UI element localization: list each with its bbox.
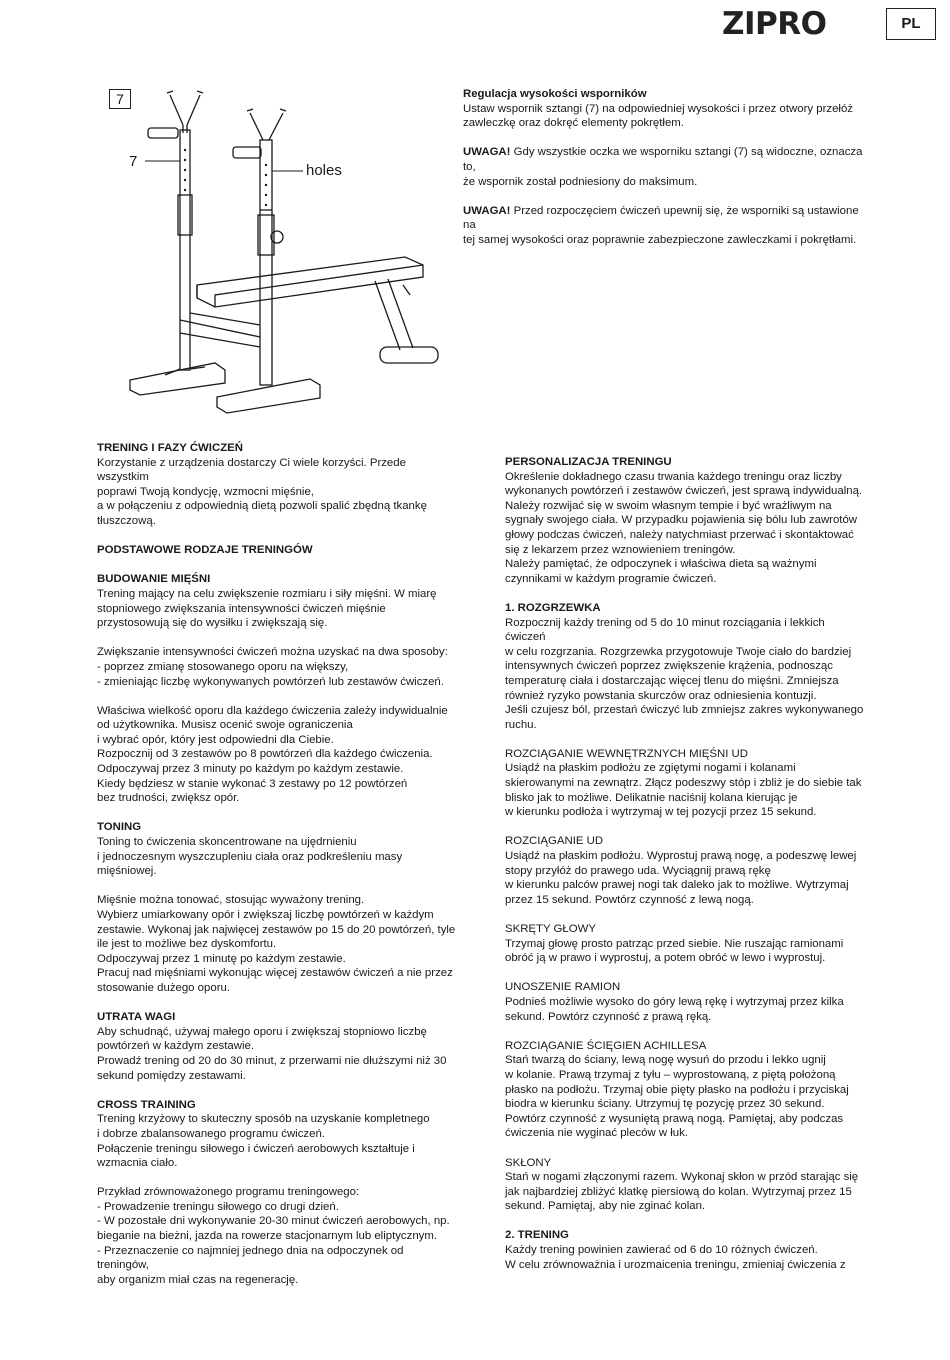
warning-text: Przed rozpoczęciem ćwiczeń upewnij się, że wsporniki są ustawione na tej samej wysokości oraz poprawnie zabezpieczone zawleczkami i pokrętłami. bbox=[463, 204, 859, 246]
left-column bbox=[97, 441, 457, 1287]
brand-logo: ZIPRO bbox=[722, 6, 827, 42]
section-heading: TONING bbox=[97, 821, 142, 834]
paragraph: Każdy trening powinien zawierać od 6 do 10 różnych ćwiczeń. W celu zrównoważnia i urozmaicenia treningu, zmieniaj ćwiczenia z bbox=[505, 1244, 846, 1271]
paragraph: Stań twarzą do ściany, lewą nogę wysuń do przodu i lekko ugnij w kolanie. Prawą trzymaj z tyłu – wyprostowaną, z piętą położoną płasko na podłożu. Trzymaj obie pięty płasko na podłożu i przyciskaj biodra w kierunku ściany. Utrzymuj tę pozycję przez 30 sekund. Powtórz czynność z wysuniętą prawą nogą. Pamiętaj, aby podczas ćwiczenia nie wyginać pleców w łuk. bbox=[505, 1054, 849, 1140]
section-heading: Regulacja wysokości wsporników bbox=[463, 88, 647, 100]
paragraph: Toning to ćwiczenia skoncentrowane na ujędrnieniu i jednoczesnym wyszczupleniu ciała oraz podkreśleniu masy mięśniowej. bbox=[97, 836, 403, 878]
right-column bbox=[505, 455, 865, 1272]
paragraph: Mięśnie można tonować, stosując wyważony trening. Wybierz umiarkowany opór i zwiększaj liczbę powtórzeń w każdym zestawie. Wykonaj jak najwięcej zestawów po 15 do 20 powtórzeń, tyle ile jest to możliwe bez dyskomfortu. Odpoczywaj przez 1 minutę po każdym zestawie. Pracuj nad mięśniami wykonując więcej zestawów ćwiczeń a nie przez stosowanie dużego oporu. bbox=[97, 894, 456, 994]
section-heading: 2. TRENING bbox=[505, 1229, 569, 1242]
paragraph: Usiądź na płaskim podłożu. Wyprostuj prawą nogę, a podeszwę lewej stopy przyłóż do prawego uda. Wyciągnij prawą rękę w kierunku palców prawej nogi tak daleko jak to możliwe. Wytrzymaj przez 15 sekund. Powtórz czynność z lewą nogą. bbox=[505, 850, 857, 906]
section-heading: CROSS TRAINING bbox=[97, 1098, 196, 1111]
section-heading: 1. ROZGRZEWKA bbox=[505, 601, 601, 614]
paragraph: Korzystanie z urządzenia dostarczy Ci wiele korzyści. Przede wszystkim poprawi Twoją kondycję, wzmocni mięśnie, a w połączeniu z odpowiednią dietą pozwoli spalić zbędną tkankę tłuszczową. bbox=[97, 456, 427, 527]
paragraph: Przykład zrównoważonego programu treningowego: - Prowadzenie treningu siłowego co drugi dzień. - W pozostałe dni wykonywanie 20-30 minut ćwiczeń aerobowych, np. bieganie na bieżni, jazda na rowerze stacjonarnym lub eliptycznym. - Przeznaczenie co najmniej jednego dnia na odpoczynek od treningów, aby organizm miał czas na regenerację. bbox=[97, 1186, 450, 1286]
subheading: SKRĘTY GŁOWY bbox=[505, 923, 596, 935]
warning-label: UWAGA! bbox=[463, 204, 511, 217]
bench-illustration bbox=[105, 85, 450, 420]
paragraph: Zwiększanie intensywności ćwiczeń można uzyskać na dwa sposoby: - poprzez zmianę stosowanego oporu na większy, - zmieniając liczbę wykonywanych powtórzeń lub zestawów ćwiczeń. bbox=[97, 646, 448, 688]
section-heading: BUDOWANIE MIĘŚNI bbox=[97, 573, 211, 586]
paragraph: Stań w nogami złączonymi razem. Wykonaj skłon w przód starając się jak najbardziej zbliżyć klatkę piersiową do kolan. Wytrzymaj przez 15 sekund. Pamiętaj, aby nie zginać kolan. bbox=[505, 1171, 859, 1213]
section-heading: UTRATA WAGI bbox=[97, 1011, 176, 1024]
section-heading: PODSTAWOWE RODZAJE TRENINGÓW bbox=[97, 544, 313, 557]
paragraph: Usiądź na płaskim podłożu ze zgiętymi nogami i kolanami skierowanymi na zewnątrz. Złącz podeszwy stóp i zbliż je do siebie tak blisko jak to możliwe. Delikatnie naciśnij kolana kierując je w kierunku podłoża i wytrzymaj w tej pozycji przez 15 sekund. bbox=[505, 762, 862, 819]
height-adjustment-section bbox=[463, 87, 863, 248]
paragraph: Aby schudnąć, używaj małego oporu i zwiększaj stopniowo liczbę powtórzeń w każdym zestawie. Prowadź trening od 20 do 30 minut, z przerwami nie dłuższymi niż 30 sekund pomiędzy zestawami. bbox=[97, 1025, 447, 1082]
paragraph: Podnieś możliwie wysoko do góry lewą rękę i wytrzymaj przez kilka sekund. Powtórz czynność z prawą ręką. bbox=[505, 995, 844, 1023]
section-heading: PERSONALIZACJA TRENINGU bbox=[505, 456, 672, 468]
paragraph: Rozpocznij każdy trening od 5 do 10 minut rozciągania i lekkich ćwiczeń w celu rozgrzania. Rozgrzewka przygotowuje Twoje ciało do bardziej intensywnych ćwiczeń poprzez zwiększenie krążenia, podnosząc temperaturę ciała i dostarczając więcej tlenu do mięśni. Zmniejsza również ryzyko powstania skurczów oraz odniesienia kontuzji. Jeśli czujesz ból, przestań ćwiczyć lub zmniejsz zakres wykonywanego ruchu. bbox=[505, 616, 864, 731]
warning-text: Gdy wszystkie oczka we wsporniku sztangi (7) są widoczne, oznacza to, że wspornik został podniesiony do maksimum. bbox=[463, 146, 863, 188]
subheading: SKŁONY bbox=[505, 1156, 552, 1169]
paragraph: Właściwa wielkość oporu dla każdego ćwiczenia zależy indywidualnie od użytkownika. Musisz ocenić swoje ograniczenia i wybrać opór, który jest odpowiedni dla Ciebie. Rozpocznij od 3 zestawów po 8 powtórzeń dla każdego ćwiczenia. Odpoczywaj przez 3 minuty po każdym po każdym zestawie. Kiedy będziesz w stanie wykonać 3 zestawy po 12 powtórzeń bez trudności, zwiększ opór. bbox=[97, 704, 448, 805]
subheading: ROZCIĄGANIE WEWNĘTRZNYCH MIĘŚNI UD bbox=[505, 747, 749, 760]
warning-note bbox=[463, 145, 863, 189]
paragraph: Określenie dokładnego czasu trwania każdego treningu oraz liczby wykonanych powtórzeń i zestawów ćwiczeń, jest sprawą indywidualną. Należy rozwijać się w swoim własnym tempie i być wrażliwym na sygnały swojego ciała. W przypadku pojawienia się bólu lub zawrotów głowy podczas ćwiczeń, należy natychmiast przerwać i skontaktować się z lekarzem przez wznowieniem treningów. Należy pamiętać, że odpoczynek i właściwa dieta są ważnymi czynnikami w każdym programie ćwiczeń. bbox=[505, 470, 863, 585]
section-heading: TRENING I FAZY ĆWICZEŃ bbox=[97, 442, 243, 454]
figure-number: 7 bbox=[109, 89, 131, 109]
language-badge: PL bbox=[886, 8, 936, 40]
paragraph: Trzymaj głowę prosto patrząc przed siebie. Nie ruszając ramionami obróć ją w prawo i wyprostuj, a potem obróć w lewo i wyprostuj. bbox=[505, 937, 844, 965]
callout-holes-label: holes bbox=[306, 162, 342, 179]
paragraph: Trening mający na celu zwiększenie rozmiaru i siły mięśni. W miarę stopniowego zwiększania intensywności ćwiczeń mięśnie przystosowują się do wysiłku i zwiększają się. bbox=[97, 587, 437, 630]
subheading: ROZCIĄGANIE ŚCIĘGIEN ACHILLESA bbox=[505, 1039, 707, 1052]
warning-label: UWAGA! bbox=[463, 146, 511, 159]
subheading: UNOSZENIE RAMION bbox=[505, 981, 621, 994]
paragraph: Trening krzyżowy to skuteczny sposób na uzyskanie kompletnego i dobrze zbalansowanego programu ćwiczeń. Połączenie treningu siłowego i ćwiczeń aerobowych kształtuje i wzmacnia ciało. bbox=[97, 1113, 430, 1170]
callout-7-label: 7 bbox=[129, 153, 138, 170]
subheading: ROZCIĄGANIE UD bbox=[505, 835, 604, 848]
warning-note bbox=[463, 204, 863, 248]
paragraph: Ustaw wspornik sztangi (7) na odpowiedniej wysokości i przez otwory przełóż zawleczkę oraz dokręć elementy pokrętłem. bbox=[463, 102, 853, 130]
